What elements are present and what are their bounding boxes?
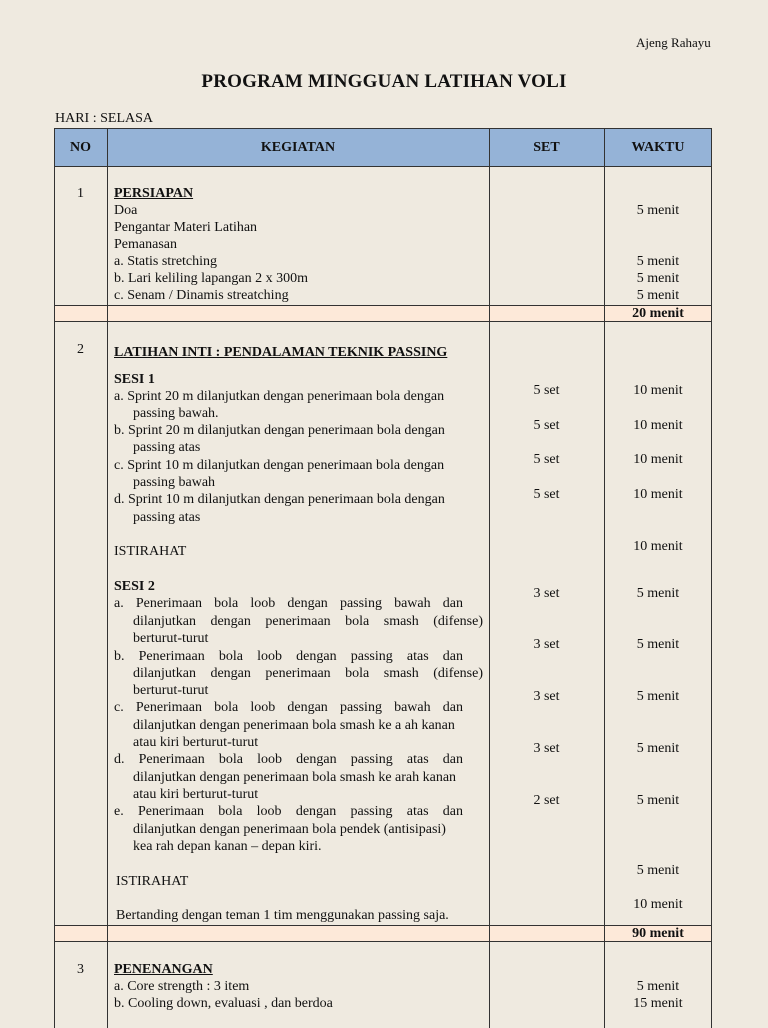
activity-item-cont: kea rah depan kanan – depan kiri. [133,839,322,854]
activity-item-cont: berturut-turut [133,683,209,698]
waktu-value: 5 menit [636,254,680,269]
waktu-value: 5 menit [636,741,680,756]
activity-item-cont: dilanjutkan dengan penerimaan bola smash ke a ah kanan [133,718,455,733]
waktu-value: 5 menit [636,203,680,218]
header-kegiatan: KEGIATAN [260,140,336,155]
waktu-value: 10 menit [633,452,683,467]
waktu-value: 5 menit [636,288,680,303]
row-divider [54,128,712,129]
waktu-value: 5 menit [636,271,680,286]
waktu-value: 5 menit [636,689,680,704]
header-waktu: WAKTU [631,140,685,155]
waktu-value: 10 menit [633,897,683,912]
activity-item: c. Penerimaan bola loob dengan passing bawah dan [114,700,463,715]
subtotal-value: 90 menit [632,926,684,941]
set-value: 3 set [533,586,560,601]
row-divider [54,166,712,167]
waktu-value: 10 menit [633,383,683,398]
table-header [54,128,712,166]
waktu-value: 5 menit [636,793,680,808]
author-name: Ajeng Rahayu [636,35,711,50]
waktu-value: 5 menit [636,979,680,994]
section-heading: PENENANGAN [114,962,213,977]
set-value: 5 set [533,418,560,433]
activity-item-cont: dilanjutkan dengan penerimaan bola smash (difense) [133,614,483,629]
page-title: PROGRAM MINGGUAN LATIHAN VOLI [201,71,567,92]
header-no: NO [70,140,91,155]
column-divider [489,128,490,1028]
set-value: 5 set [533,452,560,467]
activity-item: c. Sprint 10 m dilanjutkan dengan penerimaan bola dengan [114,458,445,473]
activity-item-cont: dilanjutkan dengan penerimaan bola pendek (antisipasi) [133,822,446,837]
activity-item: b. Lari keliling lapangan 2 x 300m [114,271,309,286]
set-value: 5 set [533,487,560,502]
activity-item-cont: dilanjutkan dengan penerimaan bola smash ke arah kanan [133,770,457,785]
activity-item-cont: passing bawah. [133,406,219,421]
schedule-table [54,128,712,1028]
section-heading: PERSIAPAN [114,186,194,201]
row-number: 3 [77,962,84,977]
row-number: 1 [77,186,84,201]
waktu-value: 15 menit [633,996,683,1011]
rest-label: ISTIRAHAT [116,874,189,889]
set-value: 3 set [533,689,560,704]
waktu-value: 5 menit [636,637,680,652]
activity-item: a. Statis stretching [114,254,218,269]
activity-item-cont: passing atas [133,440,201,455]
activity-item-cont: berturut-turut [133,631,209,646]
set-value: 5 set [533,383,560,398]
session-heading: SESI 1 [114,372,155,387]
waktu-value: 5 menit [636,586,680,601]
activity-text: Pemanasan [114,237,177,252]
waktu-value: 10 menit [633,418,683,433]
activity-item-cont: atau kiri berturut-turut [133,735,259,750]
day-label: HARI : SELASA [55,111,154,126]
activity-item-cont: dilanjutkan dengan penerimaan bola smash (difense) [133,666,483,681]
activity-item: d. Penerimaan bola loob dengan passing atas dan [114,752,463,767]
activity-text: Pengantar Materi Latihan [114,220,258,235]
rest-label: ISTIRAHAT [114,544,187,559]
row-number: 2 [77,342,84,357]
set-value: 3 set [533,741,560,756]
activity-item: a. Sprint 20 m dilanjutkan dengan penerimaan bola dengan [114,389,445,404]
section-heading: LATIHAN INTI : PENDALAMAN TEKNIK PASSING [114,345,448,360]
set-value: 2 set [533,793,560,808]
activity-text: Doa [114,203,138,218]
waktu-value: 5 menit [636,863,680,878]
activity-item-cont: passing atas [133,510,201,525]
activity-item: a. Core strength : 3 item [114,979,250,994]
activity-item-cont: passing bawah [133,475,216,490]
set-value: 3 set [533,637,560,652]
column-divider [54,128,55,1028]
activity-item: a. Penerimaan bola loob dengan passing bawah dan [114,596,463,611]
session-heading: SESI 2 [114,579,155,594]
activity-item: b. Penerimaan bola loob dengan passing atas dan [114,649,463,664]
activity-item: c. Senam / Dinamis streatching [114,288,289,303]
activity-item: b. Cooling down, evaluasi , dan berdoa [114,996,333,1011]
activity-text: Bertanding dengan teman 1 tim menggunakan passing saja. [116,908,449,923]
activity-item: d. Sprint 10 m dilanjutkan dengan penerimaan bola dengan [114,492,445,507]
activity-item-cont: atau kiri berturut-turut [133,787,259,802]
waktu-value: 10 menit [633,539,683,554]
column-divider [107,128,108,1028]
waktu-value: 10 menit [633,487,683,502]
subtotal-value: 20 menit [632,306,684,321]
header-set: SET [533,140,560,155]
activity-item: e. Penerimaan bola loob dengan passing atas dan [114,804,463,819]
activity-item: b. Sprint 20 m dilanjutkan dengan penerimaan bola dengan [114,423,445,438]
